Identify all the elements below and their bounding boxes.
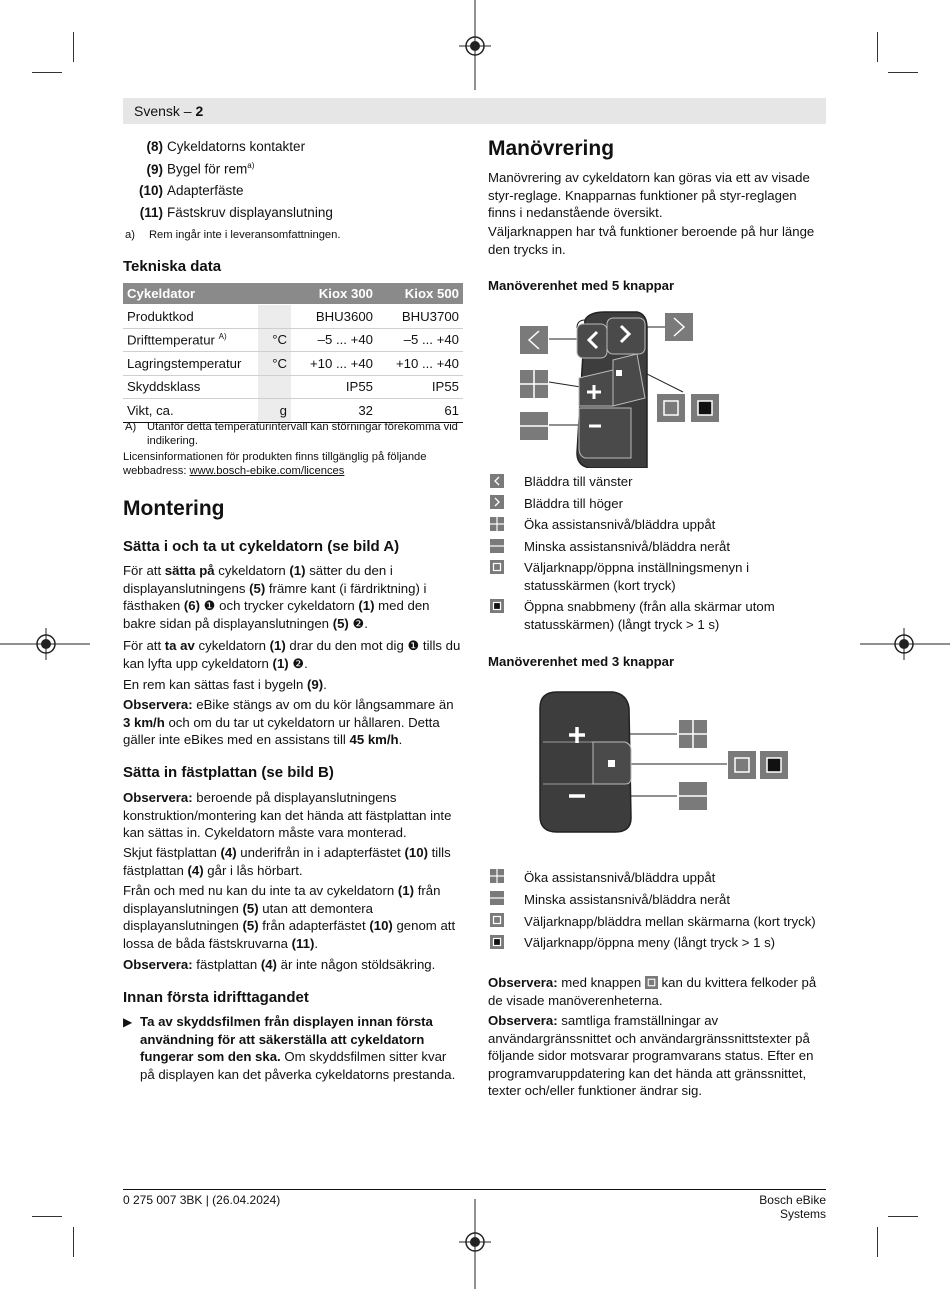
crop-mark xyxy=(73,32,74,62)
paragraph: Observera: eBike stängs av om du kör långsammare än 3 km/h och om du tar ut cykeldatorn ur hållaren. Detta gäller inte eBikes med en assistans till 45 km/h. xyxy=(123,697,454,748)
table-header: Kiox 300 xyxy=(291,283,377,305)
select-long-icon xyxy=(490,935,504,949)
table-row: Skyddsklass IP55 IP55 xyxy=(123,375,463,399)
paragraph: Observera: med knappen kan du kvittera felkoder på de visade manöverenheterna. xyxy=(488,975,817,1008)
document-number: 0 275 007 3BK | (26.04.2024) xyxy=(123,1193,281,1207)
crop-mark xyxy=(73,1227,74,1257)
plus-icon xyxy=(490,869,504,883)
footer-brand: Bosch eBike Systems xyxy=(759,1193,826,1221)
table-row: Drifttemperatur $^{A)}$ °C –5 ... +40 –5 ... +40 xyxy=(123,328,463,352)
tech-footnote: A) Utanför detta temperaturintervall kan störningar förekomma vid indikering. xyxy=(125,421,458,447)
tech-data-table xyxy=(123,283,463,423)
license-info: Licensinformationen för produkten finns tillgänglig på följande webbadress: www.bosch-ebike.com/licences xyxy=(123,451,427,477)
crop-mark xyxy=(32,72,62,73)
crop-mark xyxy=(32,1216,62,1217)
registration-mark-icon xyxy=(455,1199,495,1289)
five-button-unit-diagram xyxy=(515,308,725,468)
paragraph: Manövrering av cykeldatorn kan göras via ett av visade styr-reglage. Knapparnas funktioner på styr-reglagen finns i nedanstående översikt. xyxy=(488,170,810,221)
three-button-unit-diagram xyxy=(535,688,795,838)
paragraph: Väljarknappen har två funktioner beroende på hur länge den trycks in. xyxy=(488,224,815,257)
legend-text: Minska assistansnivå/bläddra neråt xyxy=(524,539,730,554)
crop-mark xyxy=(877,32,878,62)
legend-text: Minska assistansnivå/bläddra neråt xyxy=(524,892,730,907)
table-header xyxy=(258,283,291,305)
legend-text: Väljarknapp/öppna meny (långt tryck > 1 s) xyxy=(524,935,776,950)
select-short-icon xyxy=(645,976,658,989)
paragraph: Observera: beroende på displayanslutningens konstruktion/montering kan det hända att fästplattan inte kan sättas in. Cykeldatorn måste vara monterad. xyxy=(123,790,452,841)
paragraph: Ta av skyddsfilmen från displayen innan första användning för att säkerställa att cykeldatorn fungerar som den ska. Om skyddsfilmen sitter kvar på displayen kan det påverka cykeldatorns prestanda. xyxy=(140,1014,456,1082)
arrow-right-icon xyxy=(490,495,504,509)
crop-mark xyxy=(888,72,918,73)
table-header: Cykeldator xyxy=(123,283,258,305)
paragraph: Observera: samtliga framställningar av användargränssnittet och användargränssnittstexter på följande sidor motsvarar programvarans status. Efter en programvaruppdatering kan det hända att gränssnittet, texter och/eller funktioner ändrar sig. xyxy=(488,1013,814,1099)
montering-title: Montering xyxy=(123,497,225,520)
table-row: Vikt, ca. g 32 61 xyxy=(123,399,463,423)
legend-text: Väljarknapp/öppna inställningsmenyn i statusskärmen (kort tryck) xyxy=(524,560,750,593)
select-short-icon xyxy=(490,913,504,927)
table-row: Produktkod BHU3600 BHU3700 xyxy=(123,305,463,329)
paragraph: För att ta av cykeldatorn (1) drar du den mot dig ❶ tills du kan lyfta upp cykeldatorn (1) ❷. xyxy=(123,638,461,671)
registration-mark-icon xyxy=(860,624,950,664)
section-title: Sätta in fästplattan (se bild B) xyxy=(123,764,334,781)
legend-text: Öppna snabbmeny (från alla skärmar utom statusskärmen) (långt tryck > 1 s) xyxy=(524,599,775,632)
table-row: Lagringstemperatur °C +10 ... +40 +10 ... +40 xyxy=(123,352,463,376)
crop-mark xyxy=(877,1227,878,1257)
registration-mark-icon xyxy=(455,0,495,90)
select-short-icon xyxy=(490,560,504,574)
parts-footnote: a) Rem ingår inte i leveransomfattningen. xyxy=(125,229,341,241)
bullet-icon: ▶ xyxy=(123,1015,133,1029)
paragraph: Skjut fästplattan (4) underifrån in i adapterfästet (10) tills fästplattan (4) går i lås hörbart. xyxy=(123,845,451,878)
section-title: Manöverenhet med 5 knappar xyxy=(488,278,675,293)
parts-list-item: (9) Bygel för rem$^{a)}$ xyxy=(146,161,255,177)
legend-text: Öka assistansnivå/bläddra uppåt xyxy=(524,870,716,885)
arrow-left-icon xyxy=(490,474,504,488)
paragraph: Observera: fästplattan (4) är inte någon stöldsäkring. xyxy=(123,957,436,972)
crop-mark xyxy=(888,1216,918,1217)
paragraph: För att sätta på cykeldatorn (1) sätter du den i displayanslutningens (5) främre kant (i färdriktning) i fästhaken (6) ❶ och trycker cykeldatorn (1) med den bakre sidan på displayanslutningen (5) ❷. xyxy=(123,563,430,631)
table-header: Kiox 500 xyxy=(377,283,463,305)
paragraph: Från och med nu kan du inte ta av cykeldatorn (1) från displayanslutningen (5) utan att demontera displayanslutningen (5) från adapterfästet (10) genom att lossa de båda fästskruvarna (11). xyxy=(123,883,456,951)
legend-text: Väljarknapp/bläddra mellan skärmarna (kort tryck) xyxy=(524,914,816,929)
parts-list-item: (8) Cykeldatorns kontakter xyxy=(146,139,306,154)
legend-text: Bläddra till vänster xyxy=(524,474,633,489)
license-link[interactable]: www.bosch-ebike.com/licences xyxy=(189,465,345,477)
page-header-bar xyxy=(123,98,826,124)
minus-icon xyxy=(490,891,504,905)
manovrering-title: Manövrering xyxy=(488,137,615,160)
plus-icon xyxy=(490,517,504,531)
footer-divider xyxy=(123,1189,826,1190)
parts-list-item: (11) Fästskruv displayanslutning xyxy=(139,205,333,220)
tech-data-title: Tekniska data xyxy=(123,258,222,275)
select-long-icon xyxy=(490,599,504,613)
parts-list-item: (10) Adapterfäste xyxy=(138,183,244,198)
section-title: Sätta i och ta ut cykeldatorn (se bild A) xyxy=(123,538,400,555)
page-header: Svensk – 2 xyxy=(134,103,204,119)
legend-text: Bläddra till höger xyxy=(524,496,623,511)
section-title: Manöverenhet med 3 knappar xyxy=(488,654,675,669)
minus-icon xyxy=(490,539,504,553)
legend-text: Öka assistansnivå/bläddra uppåt xyxy=(524,517,716,532)
registration-mark-icon xyxy=(0,624,90,664)
section-title: Innan första idrifttagandet xyxy=(123,989,309,1006)
paragraph: En rem kan sättas fast i bygeln (9). xyxy=(123,677,327,692)
